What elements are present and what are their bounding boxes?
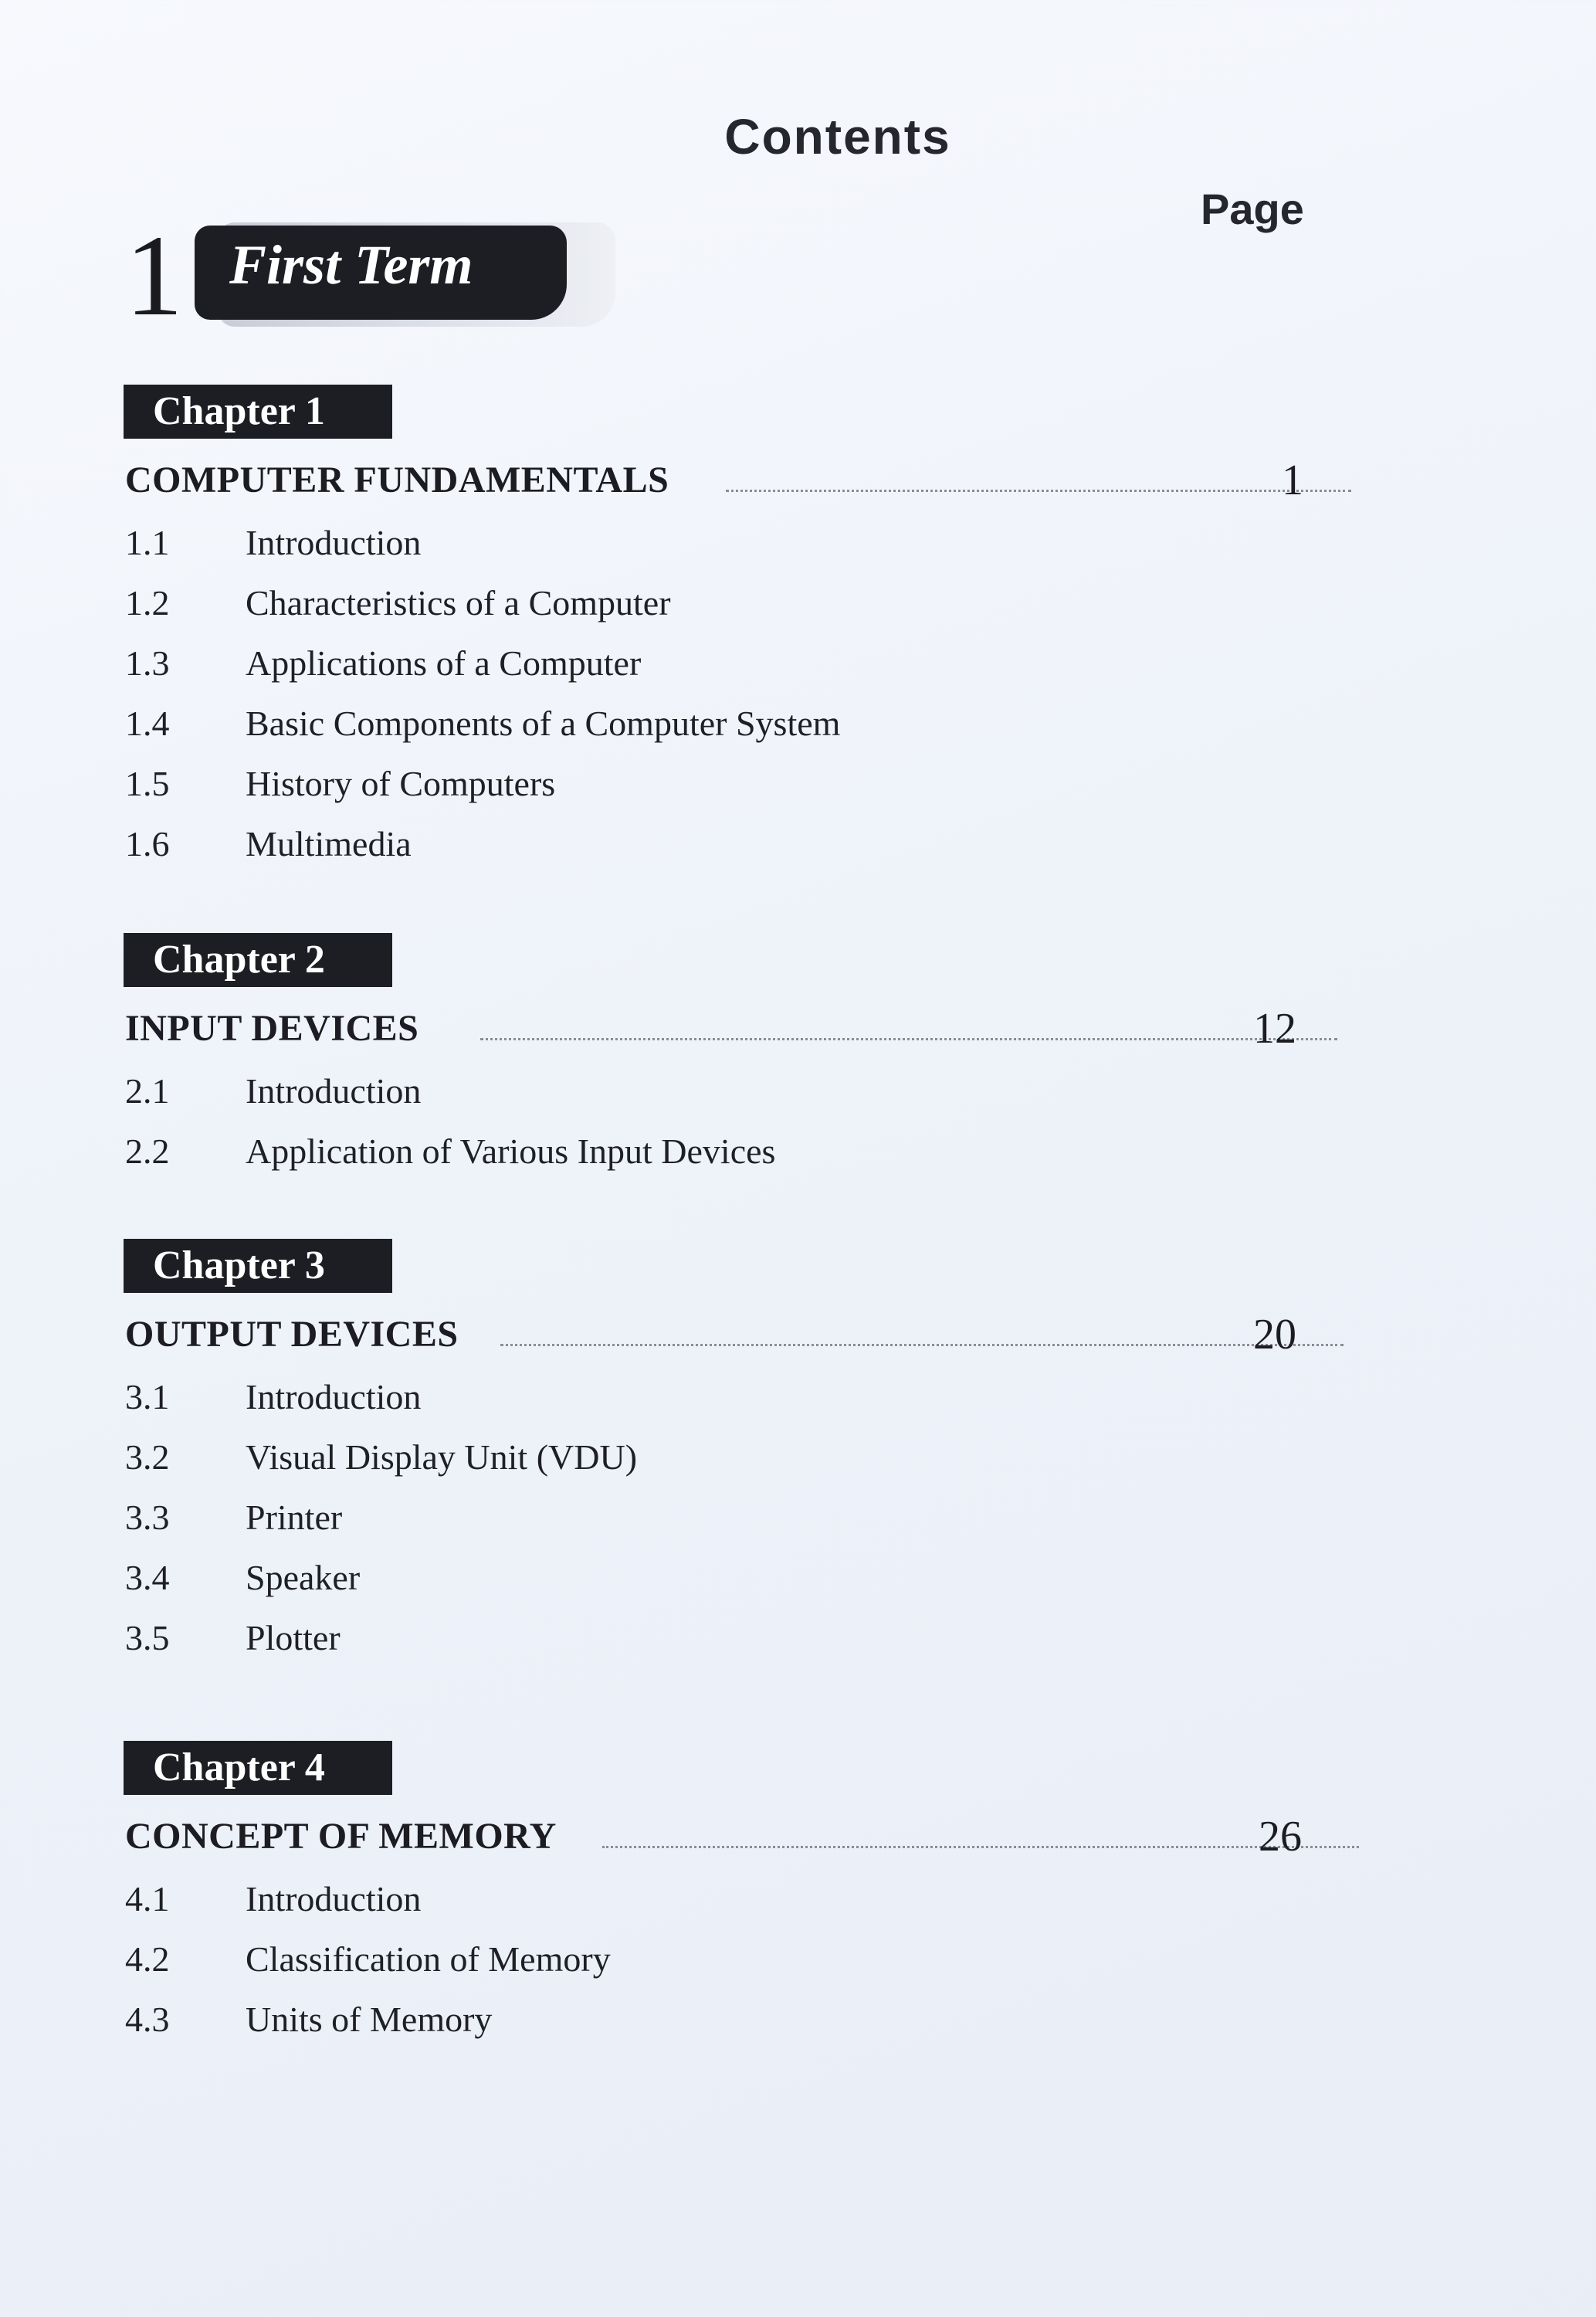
topic-name: Introduction (246, 1879, 422, 1918)
topic-name: Introduction (246, 1377, 422, 1416)
dot-leader (500, 1344, 1344, 1346)
chapter-heading-row[interactable] (124, 445, 1320, 514)
chapter-section-2 (124, 933, 1320, 1183)
topic-row (124, 1429, 1320, 1489)
dot-leader (602, 1846, 1359, 1848)
chapter-page-number: 12 (1253, 1005, 1296, 1053)
topic-row (124, 1871, 1320, 1931)
chapter-badge: Chapter 4 (124, 1741, 392, 1795)
topic-row (124, 1123, 1320, 1183)
page-column-header: Page (1201, 185, 1304, 233)
topic-name: Multimedia (246, 824, 412, 863)
topic-number: 3.3 (125, 1498, 170, 1537)
chapter-title: COMPUTER FUNDAMENTALS (125, 460, 669, 500)
topic-number: 3.1 (125, 1377, 170, 1416)
topic-row (124, 575, 1320, 635)
topic-row (124, 1549, 1320, 1610)
topic-name: Introduction (246, 1071, 422, 1111)
topic-number: 1.6 (125, 824, 170, 863)
topic-number: 2.1 (125, 1071, 170, 1111)
topic-row (124, 1610, 1320, 1670)
term-banner-box (195, 226, 567, 320)
chapter-heading-row[interactable] (124, 1801, 1320, 1871)
topic-name: History of Computers (246, 764, 556, 803)
topic-row (124, 816, 1320, 876)
topic-row (124, 695, 1320, 755)
topic-number: 4.3 (125, 2000, 170, 2039)
topic-row (124, 1063, 1320, 1123)
topic-number: 1.4 (125, 704, 170, 743)
topic-row (124, 1369, 1320, 1429)
topic-name: Units of Memory (246, 2000, 493, 2039)
chapter-title: CONCEPT OF MEMORY (125, 1816, 557, 1857)
chapter-title: OUTPUT DEVICES (125, 1314, 459, 1355)
chapter-badge: Chapter 3 (124, 1239, 392, 1293)
topic-number: 3.5 (125, 1618, 170, 1657)
topic-row (124, 755, 1320, 816)
page-title: Contents (724, 109, 951, 165)
topic-number: 3.2 (125, 1437, 170, 1477)
topic-row (124, 514, 1320, 575)
topic-number: 1.1 (125, 523, 170, 562)
topic-row (124, 1931, 1320, 1991)
topic-row (124, 635, 1320, 695)
topic-name: Introduction (246, 523, 422, 562)
topic-name: Plotter (246, 1618, 341, 1657)
term-banner (195, 222, 615, 327)
chapter-badge: Chapter 1 (124, 385, 392, 439)
topic-name: Basic Components of a Computer System (246, 704, 841, 743)
chapter-heading-row[interactable] (124, 1299, 1320, 1369)
topic-number: 1.5 (125, 764, 170, 803)
topic-name: Application of Various Input Devices (246, 1131, 776, 1171)
chapter-section-3 (124, 1239, 1320, 1670)
topic-name: Characteristics of a Computer (246, 583, 671, 623)
dot-leader (726, 490, 1351, 492)
topic-name: Speaker (246, 1558, 361, 1597)
topic-number: 1.3 (125, 643, 170, 683)
chapter-page-number: 20 (1253, 1311, 1296, 1359)
topic-row (124, 1489, 1320, 1549)
chapter-section-4 (124, 1741, 1320, 2051)
topic-number: 3.4 (125, 1558, 170, 1597)
topic-name: Classification of Memory (246, 1939, 611, 1979)
chapter-heading-row[interactable] (124, 993, 1320, 1063)
term-number: 1 (125, 212, 183, 340)
topic-name: Printer (246, 1498, 343, 1537)
chapter-page-number: 1 (1282, 456, 1303, 504)
topic-number: 4.2 (125, 1939, 170, 1979)
chapter-page-number: 26 (1259, 1813, 1302, 1861)
dot-leader (480, 1038, 1337, 1040)
topic-name: Applications of a Computer (246, 643, 642, 683)
topic-number: 4.1 (125, 1879, 170, 1918)
topic-number: 2.2 (125, 1131, 170, 1171)
chapter-badge: Chapter 2 (124, 933, 392, 987)
term-label: First Term (229, 234, 473, 296)
topic-name: Visual Display Unit (VDU) (246, 1437, 638, 1477)
chapter-section-1 (124, 385, 1320, 876)
topic-row (124, 1991, 1320, 2051)
chapter-title: INPUT DEVICES (125, 1008, 419, 1049)
topic-number: 1.2 (125, 583, 170, 623)
